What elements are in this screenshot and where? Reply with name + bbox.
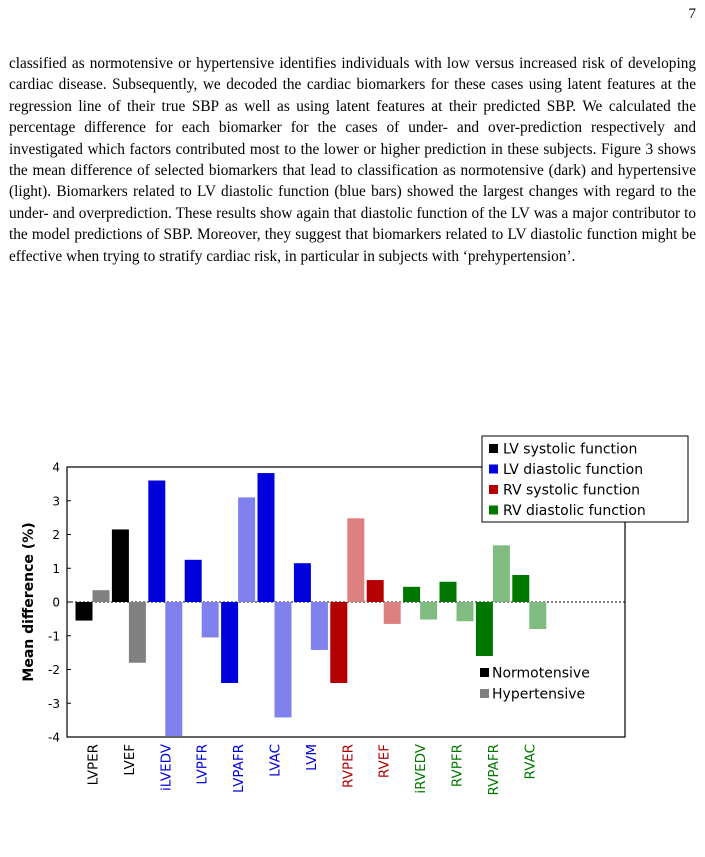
x-tick-label: LVPER	[85, 744, 102, 786]
bar-chart	[0, 425, 705, 852]
series-legend-label: Hypertensive	[492, 686, 586, 703]
x-tick-label: LVPAFR	[231, 744, 248, 793]
legend-swatch	[489, 465, 498, 474]
normotensive-bar-lvpfr	[185, 560, 202, 602]
normotensive-bar-lvm	[294, 563, 311, 602]
normotensive-bar-irvedv	[403, 587, 420, 602]
x-tick-label: LVEF	[121, 744, 138, 776]
normotensive-bar-lvac	[258, 473, 275, 602]
hypertensive-bar-irvedv	[420, 602, 437, 620]
hypertensive-bar-rvef	[384, 602, 401, 624]
hypertensive-bar-rvac	[529, 602, 546, 629]
hypertensive-bar-lvef	[129, 602, 146, 663]
series-legend-swatch	[480, 668, 489, 677]
legend-label: LV diastolic function	[503, 462, 644, 478]
series-legend-label: Normotensive	[492, 665, 590, 682]
hypertensive-bar-lvm	[311, 602, 328, 650]
hypertensive-bar-ilvedv	[165, 602, 182, 736]
y-tick-label: -4	[48, 730, 60, 745]
normotensive-bar-ilvedv	[148, 481, 165, 603]
normotensive-bar-rvper	[330, 602, 347, 683]
legend-label: RV systolic function	[503, 482, 641, 499]
y-tick-label: 2	[52, 528, 60, 542]
x-tick-label: LVPFR	[194, 744, 211, 785]
y-tick-label: -1	[48, 629, 60, 644]
y-axis-label: Mean difference (%)	[21, 522, 37, 682]
normotensive-bar-rvac	[512, 575, 529, 602]
y-tick-label: -3	[48, 696, 60, 711]
hypertensive-bar-lvper	[93, 590, 110, 602]
hypertensive-bar-rvpafr	[493, 545, 510, 602]
y-tick-label: 4	[52, 460, 60, 475]
normotensive-bar-lvpafr	[221, 602, 238, 683]
x-tick-label: iRVEDV	[413, 744, 430, 794]
x-tick-label: iLVEDV	[158, 744, 175, 791]
x-tick-label: LVM	[303, 744, 320, 771]
legend-swatch	[489, 444, 498, 453]
figure-3	[0, 425, 705, 852]
hypertensive-bar-rvper	[347, 518, 364, 602]
normotensive-bar-rvpafr	[476, 602, 493, 656]
normotensive-bar-lvper	[76, 602, 93, 621]
y-tick-label: -2	[48, 663, 60, 677]
hypertensive-bar-lvac	[275, 602, 292, 717]
page-number: 7	[688, 6, 696, 22]
y-tick-label: 1	[52, 561, 60, 576]
legend-swatch	[489, 485, 498, 494]
series-legend-swatch	[480, 689, 489, 698]
legend-swatch	[489, 506, 498, 515]
x-tick-label: RVAC	[522, 744, 539, 780]
hypertensive-bar-lvpfr	[202, 602, 219, 637]
hypertensive-bar-rvpfr	[457, 602, 474, 621]
normotensive-bar-rvpfr	[440, 582, 457, 602]
x-tick-label: RVPFR	[449, 744, 466, 788]
normotensive-bar-lvef	[112, 529, 129, 602]
y-tick-label: 3	[52, 494, 60, 509]
body-paragraph: classified as normotensive or hypertensive identifies individuals with low versus increased risk of developing cardiac disease. Subsequently, we decoded the cardiac biomarkers for these cases using latent features at the regression line of their true SBP as well as using latent features at their predicted SBP. We calculated the percentage difference for each biomarker for the cases of under- and over-prediction respectively and investigated which factors contributed most to the lower or higher prediction in these subjects. Figure 3 shows the mean difference of selected biomarkers that lead to classification as normotensive (dark) and hypertensive (light). Biomarkers related to LV diastolic function (blue bars) showed the largest changes with regard to the under- and overprediction. These results show again that diastolic function of the LV was a major contributor to the model predictions of SBP. Moreover, they suggest that biomarkers related to LV diastolic function might be effective when trying to stratify cardiac risk, in particular in subjects with ‘prehypertension’.	[9, 55, 696, 265]
normotensive-bar-rvef	[367, 580, 384, 602]
x-tick-label: LVAC	[267, 744, 284, 777]
legend-label: RV diastolic function	[503, 503, 646, 519]
legend-label: LV systolic function	[503, 441, 638, 458]
y-tick-label: 0	[52, 595, 60, 610]
hypertensive-bar-lvpafr	[238, 497, 255, 602]
x-tick-label: RVEF	[376, 744, 393, 779]
x-tick-label: RVPER	[340, 744, 357, 788]
x-tick-label: RVPAFR	[485, 744, 502, 796]
